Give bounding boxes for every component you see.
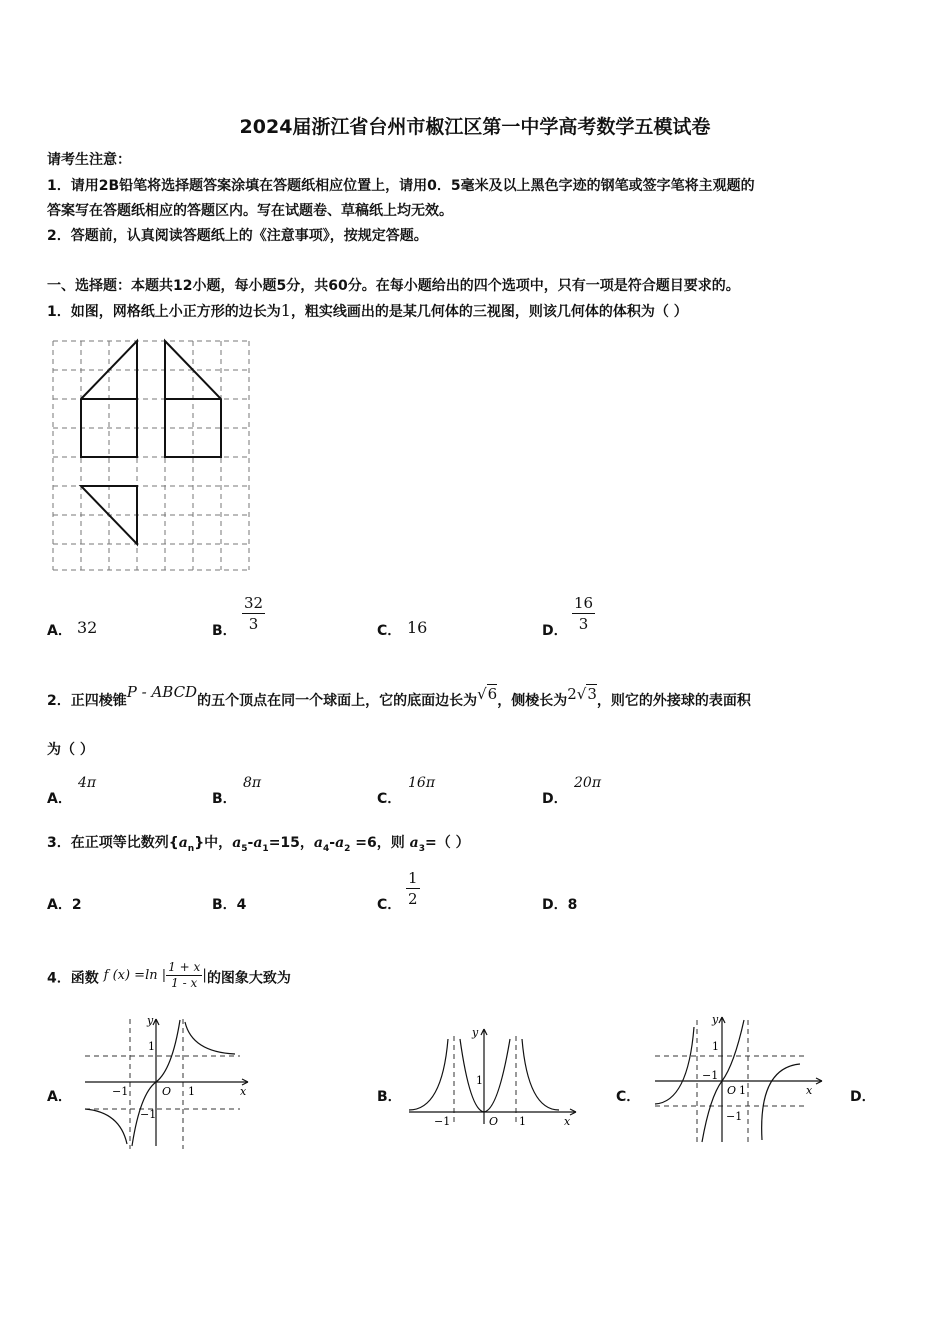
svg-text:O: O [162,1085,172,1098]
question-2-stem: 2．正四棱锥P - ABCD的五个顶点在同一个球面上，它的底面边长为√6，侧棱长为2√3，则它的外接球的表面积 [47,683,751,709]
svg-text:1: 1 [519,1115,526,1128]
front-view [81,341,137,457]
q4-option-d-label: D． [850,1089,876,1105]
svg-text:x: x [240,1085,247,1098]
q4-graph-b [404,1024,584,1134]
section-heading: 一、选择题：本题共12小题，每小题5分，共60分。在每小题给出的四个选项中，只有一项是符合题目要求的。 [47,278,740,294]
q3-option-d: D．8 [542,897,578,913]
notice-heading: 请考生注意： [47,152,131,168]
svg-text:1: 1 [739,1084,746,1097]
question-4-stem: 4．函数 f (x) =ln | $\frac{1 + x}{1 - x}$ |的图象大致为 [47,960,291,990]
q4-option-a-label: A． [47,1089,72,1105]
svg-text:y: y [712,1013,719,1026]
svg-text:1: 1 [148,1040,155,1053]
pyramid-name: P - ABCD [126,683,198,701]
page-title: 2024届浙江省台州市椒江区第一中学高考数学五模试卷 [239,116,711,138]
q1-option-a-label: A． [47,623,72,639]
q2-option-b-label: B． [212,791,237,807]
svg-text:y: y [472,1026,479,1039]
svg-text:x: x [806,1084,813,1097]
q1-option-d-fraction: $\frac{16}{3}$ [574,594,594,633]
q4-graph-c [650,1012,830,1147]
q3-option-c-fraction: $\frac{1}{2}$ [408,869,418,908]
svg-text:x: x [564,1115,571,1128]
svg-text:1: 1 [712,1040,719,1053]
svg-text:1: 1 [188,1085,195,1098]
three-view-diagram [52,338,252,574]
question-1-stem: 1．如图，网格纸上小正方形的边长为1，粗实线画出的是某几何体的三视图，则该几何体的体积为（ ） [47,301,688,320]
q2-option-d-value: 20π [574,775,602,791]
question-3-stem: 3．在正项等比数列$\{a_n\}$中，$a_5-a_1=15$，$a_4-a_2 =6$，则 $a_3=$（ ） [47,835,470,854]
q2-option-d-label: D． [542,791,568,807]
q4-option-b-label: B． [377,1089,402,1105]
notice-line-2: 答案写在答题纸相应的答题区内。写在试题卷、草稿纸上均无效。 [47,203,453,219]
question-2-stem-cont: 为（ ） [47,742,94,758]
q1-option-a-value: 32 [77,618,98,637]
q3-option-a: A．2 [47,897,82,913]
q1-option-b-label: B． [212,623,237,639]
svg-text:−1: −1 [434,1115,451,1128]
svg-text:O: O [727,1084,737,1097]
q3-option-b: B．4 [212,897,247,913]
svg-text:−1: −1 [112,1085,129,1098]
svg-text:−1: −1 [702,1069,719,1082]
q1-option-d-label: D． [542,623,568,639]
q1-option-b-fraction: $\frac{32}{3}$ [244,594,264,633]
svg-text:O: O [489,1115,499,1128]
q3-option-c-label: C． [377,897,402,913]
q4-option-c-label: C． [616,1089,641,1105]
svg-text:1: 1 [476,1074,483,1087]
q2-option-a-value: 4π [78,775,97,791]
svg-text:−1: −1 [726,1110,743,1123]
svg-text:y: y [147,1014,154,1027]
notice-line-3: 2．答题前，认真阅读答题纸上的《注意事项》，按规定答题。 [47,228,428,244]
q1-option-c-label: C． [377,623,402,639]
q2-option-c-label: C． [377,791,402,807]
q2-option-b-value: 8π [243,775,262,791]
side-view [165,341,221,457]
svg-text:−1: −1 [140,1108,157,1121]
q2-option-a-label: A． [47,791,72,807]
q2-option-c-value: 16π [408,775,436,791]
q1-option-c-value: 16 [407,618,428,637]
q4-graph-a [80,1014,255,1154]
notice-line-1: 1．请用2B铅笔将选择题答案涂填在答题纸相应位置上，请用0．5毫米及以上黑色字迹的钢笔或签字笔将主观题的 [47,178,755,194]
